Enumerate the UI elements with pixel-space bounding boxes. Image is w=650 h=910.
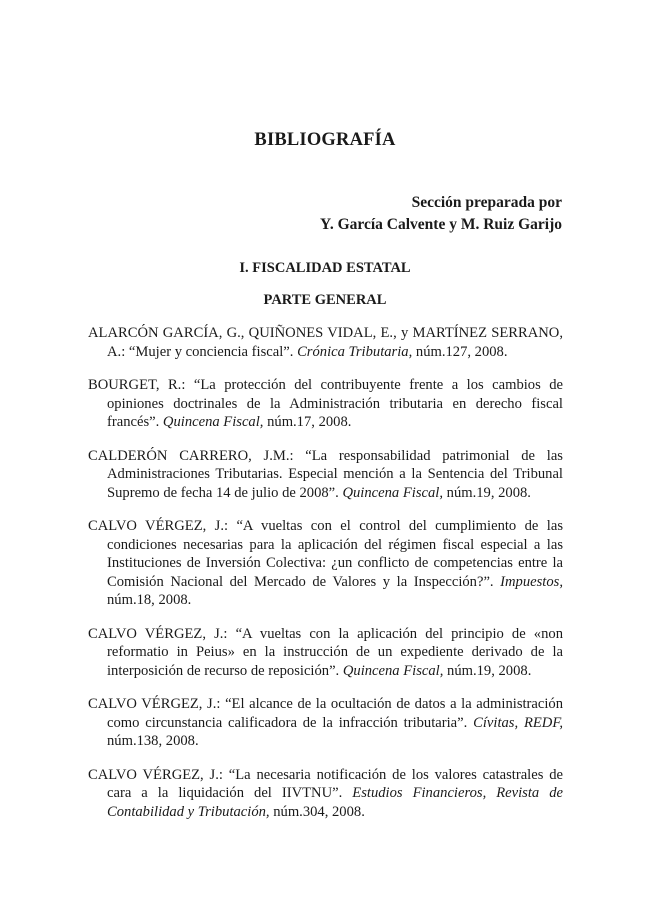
credits-line-1: Sección preparada por: [411, 194, 562, 211]
entry-title: “A vueltas con el control del cumplimiento de las condiciones necesarias para la aplicación del régimen fiscal especial a las Instituciones de Inversión Colectiva: ¿un conflicto de competencias entre la Comisión Nacional del Mercado de Valores y la Inspección?”.: [107, 518, 563, 590]
bibliography-entry: [88, 447, 563, 503]
entry-source: Quincena Fiscal,: [342, 484, 443, 501]
entry-title: “A vueltas con la aplicación del principio de «non reformatio in Peius» en la instrucción de un expediente derivado de la interposición de recurso de reposición”.: [107, 625, 563, 679]
bibliography-entry: [88, 766, 563, 822]
entry-title: “La responsabilidad patrimonial de las Administraciones Tributarias. Especial mención a la Sentencia del Tribunal Supremo de fecha 14 de julio de 2008”.: [107, 447, 563, 501]
entry-source: Crónica Tributaria,: [297, 343, 413, 360]
bibliography-entry: [88, 517, 563, 610]
bibliography-entry: [88, 324, 563, 361]
entry-title: “La necesaria notificación de los valores catastrales de cara a la liquidación del IIVTNU”.: [107, 766, 564, 801]
section-heading: I. FISCALIDAD ESTATAL: [239, 260, 411, 276]
entry-authors: CALVO VÉRGEZ, J.:: [88, 696, 221, 712]
entry-authors: CALVO VÉRGEZ, J.:: [88, 625, 228, 642]
entry-details: núm.138, 2008.: [107, 733, 199, 749]
bibliography-entry: [88, 376, 563, 432]
entry-source: Estudios Financieros, Revista de Contabilidad y Tributación,: [107, 785, 563, 820]
entry-details: núm.19, 2008.: [446, 484, 531, 501]
bibliography-entry: [88, 695, 563, 751]
page-title: BIBLIOGRAFÍA: [254, 130, 396, 150]
entry-source: Cívitas, REDF,: [473, 714, 563, 731]
entry-source: Impuestos,: [500, 573, 563, 590]
credits-line-2: Y. García Calvente y M. Ruiz Garijo: [320, 216, 562, 233]
entry-authors: CALVO VÉRGEZ, J.:: [88, 766, 223, 783]
entry-title: “Mujer y conciencia fiscal”.: [128, 343, 294, 360]
entry-title: “La protección del contribuyente frente a los cambios de opiniones doctrinales de la Administración tributaria en derecho fiscal francés”.: [107, 377, 564, 430]
entry-details: núm.127, 2008.: [415, 343, 508, 360]
entry-source: Quincena Fiscal,: [342, 662, 444, 679]
bibliography-entry: [88, 625, 563, 681]
entry-details: núm.19, 2008.: [447, 662, 532, 679]
entry-authors: CALDERÓN CARRERO, J.M.:: [88, 447, 294, 464]
bibliography-list: [88, 324, 563, 836]
entry-authors: ALARCÓN GARCÍA, G., QUIÑONES VIDAL, E., y MARTÍNEZ SERRANO, A.:: [88, 325, 563, 360]
entry-details: núm.17, 2008.: [267, 414, 352, 430]
entry-details: núm.18, 2008.: [107, 592, 192, 608]
entry-source: Quincena Fiscal,: [162, 414, 264, 430]
entry-authors: BOURGET, R.:: [88, 377, 186, 393]
entry-title: “El alcance de la ocultación de datos a la administración como circunstancia calificadora de la infracción tributaria”.: [107, 696, 564, 731]
section-credits: [320, 192, 562, 236]
subsection-heading: PARTE GENERAL: [263, 292, 387, 308]
entry-authors: CALVO VÉRGEZ, J.:: [88, 518, 229, 534]
entry-details: núm.304, 2008.: [273, 803, 365, 820]
